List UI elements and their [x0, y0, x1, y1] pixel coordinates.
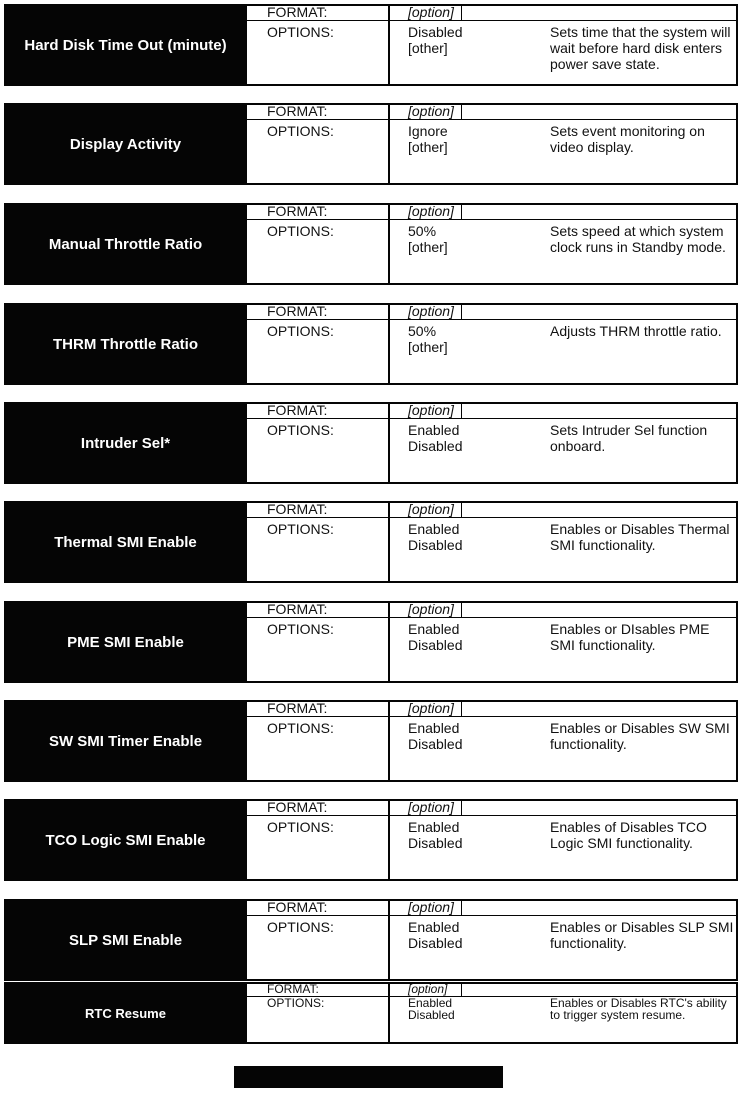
setting-description: Enables or Disables RTC's ability to trigger system resume.	[550, 996, 727, 1022]
setting-details	[247, 402, 738, 484]
options-key: OPTIONS:	[267, 919, 334, 935]
setting-label: PME SMI Enable	[67, 633, 184, 651]
setting-description: Enables or DIsables PME SMI functionality.	[550, 621, 710, 653]
setting-description: Sets speed at which system clock runs in Standby mode.	[550, 223, 726, 255]
option-values	[408, 621, 462, 653]
setting-block	[4, 601, 738, 683]
setting-description: Adjusts THRM throttle ratio.	[550, 323, 722, 339]
option-value: 50%	[408, 323, 437, 339]
options-key: OPTIONS:	[267, 223, 334, 239]
option-values	[408, 223, 448, 255]
format-key: FORMAT:	[267, 203, 328, 219]
setting-label: Hard Disk Time Out (minute)	[24, 36, 227, 54]
option-values	[408, 323, 448, 355]
setting-label-cell	[4, 982, 247, 1044]
format-key: FORMAT:	[267, 4, 328, 20]
setting-details	[247, 799, 738, 881]
setting-label-cell	[4, 303, 247, 385]
option-value: 50%	[408, 223, 437, 239]
row-divider	[247, 716, 736, 717]
format-key: FORMAT:	[267, 799, 328, 815]
option-value: Disabled	[408, 1008, 455, 1022]
setting-block	[4, 4, 738, 86]
format-key: FORMAT:	[267, 402, 328, 418]
setting-description: Enables or Disables SW SMI functionality.	[550, 720, 730, 752]
setting-block	[4, 501, 738, 583]
option-values	[408, 720, 462, 752]
row-divider	[247, 119, 736, 120]
setting-label: TCO Logic SMI Enable	[45, 831, 206, 849]
setting-label-cell	[4, 402, 247, 484]
setting-description: Sets event monitoring on video display.	[550, 123, 705, 155]
option-value: Ignore	[408, 123, 448, 139]
setting-block	[4, 799, 738, 881]
option-value: Disabled	[408, 736, 463, 752]
setting-description: Enables of Disables TCO Logic SMI functionality.	[550, 819, 707, 851]
setting-block	[4, 303, 738, 385]
setting-label-cell	[4, 4, 247, 86]
option-value: Disabled	[408, 935, 463, 951]
setting-label: Display Activity	[69, 135, 182, 153]
option-value: Disabled	[408, 637, 463, 653]
options-key: OPTIONS:	[267, 996, 325, 1010]
setting-label-cell	[4, 601, 247, 683]
option-values	[408, 521, 462, 553]
format-key: FORMAT:	[267, 303, 328, 319]
option-values	[408, 24, 462, 56]
setting-description: Enables or Disables Thermal SMI functionality.	[550, 521, 730, 553]
options-key: OPTIONS:	[267, 422, 334, 438]
format-value: [option]	[408, 4, 454, 20]
row-divider	[247, 20, 736, 21]
format-value: [option]	[408, 501, 454, 517]
setting-block	[4, 982, 738, 1044]
format-value: [option]	[408, 103, 454, 119]
row-divider	[247, 219, 736, 220]
setting-label: RTC Resume	[85, 1005, 166, 1021]
format-key: FORMAT:	[267, 103, 328, 119]
setting-label-cell	[4, 899, 247, 981]
option-value: Enabled	[408, 996, 453, 1010]
setting-details	[247, 4, 738, 86]
setting-block	[4, 700, 738, 782]
setting-description: Enables or Disables SLP SMI functionality.	[550, 919, 734, 951]
setting-label: SLP SMI Enable	[68, 931, 183, 949]
setting-description: Sets Intruder Sel function onboard.	[550, 422, 708, 454]
format-value: [option]	[408, 203, 454, 219]
setting-label-cell	[4, 501, 247, 583]
options-key: OPTIONS:	[267, 323, 334, 339]
format-value: [option]	[408, 700, 454, 716]
setting-details	[247, 982, 738, 1044]
setting-details	[247, 601, 738, 683]
setting-label-cell	[4, 203, 247, 285]
option-values	[408, 123, 448, 155]
option-value: Disabled	[408, 835, 463, 851]
format-key: FORMAT:	[267, 601, 328, 617]
setting-block	[4, 899, 738, 981]
format-value: [option]	[408, 601, 454, 617]
options-key: OPTIONS:	[267, 24, 334, 40]
option-value: Enabled	[408, 621, 460, 637]
options-key: OPTIONS:	[267, 621, 334, 637]
options-key: OPTIONS:	[267, 720, 334, 736]
option-value: Enabled	[408, 720, 460, 736]
format-value: [option]	[408, 402, 454, 418]
option-value: [other]	[408, 239, 448, 255]
setting-label: SW SMI Timer Enable	[48, 732, 203, 750]
option-value: Disabled	[408, 24, 463, 40]
option-value: Disabled	[408, 537, 463, 553]
option-value: Enabled	[408, 521, 460, 537]
option-value: Enabled	[408, 919, 460, 935]
setting-details	[247, 203, 738, 285]
format-value: [option]	[408, 303, 454, 319]
option-values	[408, 819, 462, 851]
option-value: [other]	[408, 139, 448, 155]
row-divider	[247, 418, 736, 419]
setting-label-cell	[4, 103, 247, 185]
row-divider	[247, 915, 736, 916]
setting-label: THRM Throttle Ratio	[53, 335, 198, 353]
row-divider	[247, 517, 736, 518]
options-key: OPTIONS:	[267, 819, 334, 835]
format-value: [option]	[408, 799, 454, 815]
setting-details	[247, 899, 738, 981]
setting-block	[4, 203, 738, 285]
setting-block	[4, 402, 738, 484]
format-key: FORMAT:	[267, 982, 319, 996]
row-divider	[247, 319, 736, 320]
options-key: OPTIONS:	[267, 521, 334, 537]
row-divider	[247, 617, 736, 618]
setting-label: Intruder Sel*	[80, 434, 171, 452]
setting-label: Thermal SMI Enable	[54, 533, 197, 551]
format-key: FORMAT:	[267, 700, 328, 716]
setting-details	[247, 501, 738, 583]
option-value: Enabled	[408, 819, 460, 835]
option-value: [other]	[408, 339, 448, 355]
option-value: [other]	[408, 40, 448, 56]
format-value: [option]	[408, 982, 448, 996]
setting-details	[247, 700, 738, 782]
setting-block	[4, 103, 738, 185]
option-values	[408, 919, 462, 951]
setting-label-cell	[4, 700, 247, 782]
format-value: [option]	[408, 899, 454, 915]
setting-description: Sets time that the system will wait before hard disk enters power save state.	[550, 24, 731, 72]
option-values	[408, 997, 455, 1021]
setting-details	[247, 103, 738, 185]
setting-label-cell	[4, 799, 247, 881]
format-key: FORMAT:	[267, 899, 328, 915]
footer-bar	[234, 1066, 503, 1088]
option-value: Enabled	[408, 422, 460, 438]
option-value: Disabled	[408, 438, 463, 454]
options-key: OPTIONS:	[267, 123, 334, 139]
setting-details	[247, 303, 738, 385]
format-key: FORMAT:	[267, 501, 328, 517]
row-divider	[247, 815, 736, 816]
setting-label: Manual Throttle Ratio	[48, 235, 203, 253]
option-values	[408, 422, 462, 454]
